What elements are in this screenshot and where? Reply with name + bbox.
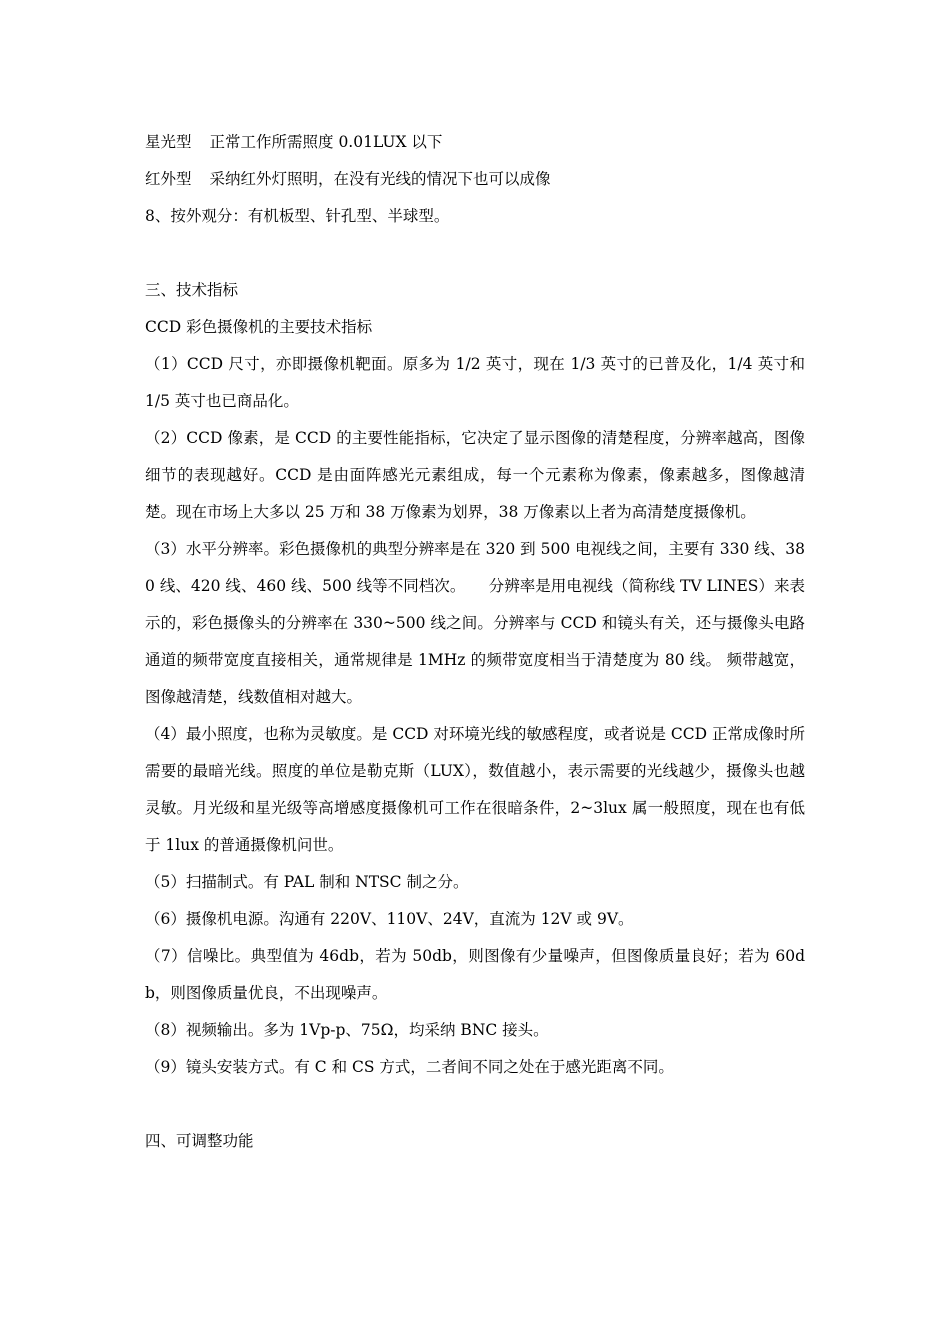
infrared-type-label: 红外型 xyxy=(145,170,192,188)
spec-item-minimum-illumination: （4）最小照度，也称为灵敏度。是 CCD 对环境光线的敏感程度，或者说是 CCD 正常成像时所需要的最暗光线。照度的单位是勒克斯（LUX），数值越小，表示需要的光线越少，摄像头也越灵敏。月光级和星光级等高增感度摄像机可工作在很暗条件，2~3lux 属一般照度，现在也有低于 1lux 的普通摄像机问世。 xyxy=(145,725,805,854)
spec-item-ccd-size: （1）CCD 尺寸，亦即摄像机靶面。原多为 1/2 英寸，现在 1/3 英寸的已普及化，1/4 英寸和 1/5 英寸也已商品化。 xyxy=(145,355,805,410)
infrared-type-text: 采纳红外灯照明，在没有光线的情况下也可以成像 xyxy=(209,170,551,188)
spec-item-scan-system: （5）扫描制式。有 PAL 制和 NTSC 制之分。 xyxy=(145,873,469,891)
spec-item-power-supply: （6）摄像机电源。沟通有 220V、110V、24V，直流为 12V 或 9V。 xyxy=(145,910,634,928)
spec-item-lens-mount: （9）镜头安装方式。有 C 和 CS 方式，二者间不同之处在于感光距离不同。 xyxy=(145,1058,674,1076)
document-body xyxy=(145,124,805,1160)
appearance-classification-line: 8、按外观分：有机板型、针孔型、半球型。 xyxy=(145,207,450,225)
starlight-type-label: 星光型 xyxy=(145,133,192,151)
spec-item-video-output: （8）视频输出。多为 1Vp-p、75Ω，均采纳 BNC 接头。 xyxy=(145,1021,549,1039)
section-4-heading: 四、可调整功能 xyxy=(145,1132,254,1150)
section-3-subheading: CCD 彩色摄像机的主要技术指标 xyxy=(145,318,373,336)
spec-item-signal-noise-ratio: （7）信噪比。典型值为 46db，若为 50db，则图像有少量噪声，但图像质量良好；若为 60db，则图像质量优良，不出现噪声。 xyxy=(145,947,805,1002)
spec-item-horizontal-resolution: （3）水平分辨率。彩色摄像机的典型分辨率是在 320 到 500 电视线之间，主要有 330 线、380 线、420 线、460 线、500 线等不同档次。 分辨率是用电视线（简称线 TV LINES）来表示的，彩色摄像头的分辨率在 330~500 线之间。分辨率与 CCD 和镜头有关，还与摄像头电路通道的频带宽度直接相关，通常规律是 1MHz 的频带宽度相当于清楚度为 80 线。 频带越宽，图像越清楚，线数值相对越大。 xyxy=(145,540,805,706)
starlight-type-text: 正常工作所需照度 0.01LUX 以下 xyxy=(209,133,443,151)
spacer xyxy=(145,235,805,272)
section-3-heading: 三、技术指标 xyxy=(145,281,239,299)
infrared-type-line xyxy=(145,161,805,198)
starlight-type-line xyxy=(145,124,805,161)
spacer xyxy=(145,1086,805,1123)
spec-item-ccd-pixels: （2）CCD 像素，是 CCD 的主要性能指标，它决定了显示图像的清楚程度，分辨率越高，图像细节的表现越好。CCD 是由面阵感光元素组成，每一个元素称为像素，像素越多，图像越清楚。现在市场上大多以 25 万和 38 万像素为划界，38 万像素以上者为高清楚度摄像机。 xyxy=(145,429,805,521)
